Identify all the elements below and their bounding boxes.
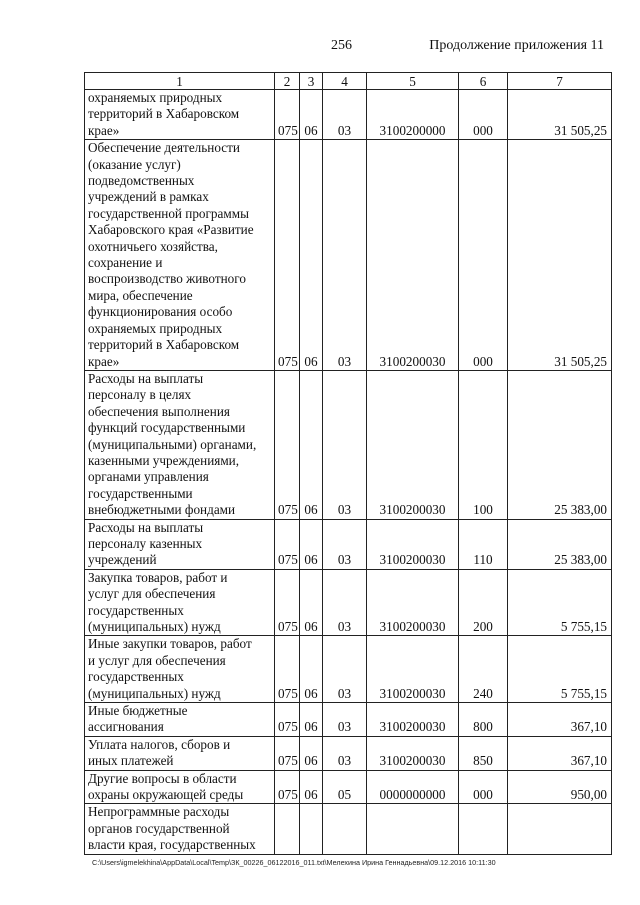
- expense-item-name: [85, 636, 275, 703]
- amount: 5 755,15: [508, 569, 612, 636]
- table-row: [85, 90, 612, 140]
- amount: 25 383,00: [508, 519, 612, 569]
- expense-item-name-line: территорий в Хабаровском: [88, 106, 240, 122]
- page-number: 256: [331, 38, 352, 53]
- ministry-code: [275, 804, 300, 854]
- subsection-code: 03: [323, 90, 367, 140]
- subsection-code: 03: [323, 736, 367, 770]
- expense-item-name-line: ассигнования: [88, 719, 164, 735]
- target-article-code: 3100200030: [367, 519, 459, 569]
- expense-type-code: 110: [459, 519, 508, 569]
- ministry-code: 075: [275, 736, 300, 770]
- expense-item-name-line: крае»: [88, 353, 120, 369]
- expense-item-name-line: мира, обеспечение: [88, 287, 193, 303]
- section-code: [300, 804, 323, 854]
- ministry-code: 075: [275, 140, 300, 371]
- expense-type-code: 850: [459, 736, 508, 770]
- expense-item-name-line: функций государственными: [88, 420, 246, 436]
- expense-item-name-line: сохранение и: [88, 255, 163, 271]
- ministry-code: 075: [275, 370, 300, 519]
- column-header-2: 2: [275, 73, 300, 90]
- expense-item-name-line: Другие вопросы в области: [88, 770, 237, 786]
- expense-item-name-line: обеспечения выполнения: [88, 403, 230, 419]
- file-path-footer: C:\Users\igmelekhina\AppData\Local\Temp\ЗК_00226_06122016_011.txt\Мелехина Ирина Геннадьевна\09.12.2016 10:11:30: [92, 858, 496, 867]
- expense-item-name-line: услуг для обеспечения: [88, 586, 216, 602]
- table-row: [85, 636, 612, 703]
- section-code: 06: [300, 370, 323, 519]
- expense-item-name: [85, 804, 275, 854]
- column-header-4: 4: [323, 73, 367, 90]
- target-article-code: 3100200030: [367, 736, 459, 770]
- section-code: 06: [300, 636, 323, 703]
- expense-item-name-line: (муниципальными) органами,: [88, 436, 257, 452]
- subsection-code: 05: [323, 770, 367, 804]
- target-article-code: [367, 804, 459, 854]
- expense-item-name-line: охотничьего хозяйства,: [88, 238, 218, 254]
- table-row: [85, 370, 612, 519]
- expense-item-name-line: Расходы на выплаты: [88, 370, 204, 386]
- column-header-3: 3: [300, 73, 323, 90]
- expense-item-name: [85, 569, 275, 636]
- expense-item-name: [85, 140, 275, 371]
- section-code: 06: [300, 569, 323, 636]
- expense-type-code: 000: [459, 90, 508, 140]
- table-row: [85, 736, 612, 770]
- expense-item-name-line: (оказание услуг): [88, 156, 181, 172]
- subsection-code: 03: [323, 140, 367, 371]
- expense-item-name-line: внебюджетными фондами: [88, 502, 236, 518]
- expense-item-name-line: учреждений в рамках: [88, 189, 209, 205]
- expense-item-name-line: персоналу казенных: [88, 535, 203, 551]
- target-article-code: 3100200000: [367, 90, 459, 140]
- expense-item-name-line: функционирования особо: [88, 304, 233, 320]
- expense-item-name: [85, 770, 275, 804]
- table-row: [85, 519, 612, 569]
- expense-item-name-line: иных платежей: [88, 753, 174, 769]
- ministry-code: 075: [275, 519, 300, 569]
- amount: 25 383,00: [508, 370, 612, 519]
- expense-item-name-line: охраняемых природных: [88, 320, 223, 336]
- target-article-code: 3100200030: [367, 140, 459, 371]
- expense-item-name-line: Закупка товаров, работ и: [88, 569, 228, 585]
- expense-item-name-line: (муниципальных) нужд: [88, 619, 221, 634]
- expense-item-name-line: крае»: [88, 122, 120, 138]
- expense-item-name-line: Иные бюджетные: [88, 703, 188, 719]
- expense-item-name-line: охраняемых природных: [88, 90, 223, 105]
- expense-item-name: [85, 703, 275, 737]
- expense-type-code: 800: [459, 703, 508, 737]
- expense-item-name-line: Непрограммные расходы: [88, 804, 230, 820]
- section-code: 06: [300, 770, 323, 804]
- expense-item-name-line: территорий в Хабаровском: [88, 337, 240, 353]
- target-article-code: 3100200030: [367, 370, 459, 519]
- expense-item-name-line: Хабаровского края «Развитие: [88, 222, 254, 238]
- expense-item-name: [85, 736, 275, 770]
- amount: [508, 804, 612, 854]
- expense-item-name-line: государственной программы: [88, 205, 249, 221]
- expense-item-name-line: (муниципальных) нужд: [88, 685, 221, 701]
- subsection-code: 03: [323, 519, 367, 569]
- amount: 5 755,15: [508, 636, 612, 703]
- amount: 950,00: [508, 770, 612, 804]
- expense-item-name-line: органов государственной: [88, 820, 230, 836]
- target-article-code: 0000000000: [367, 770, 459, 804]
- column-number-row: [85, 73, 612, 90]
- column-header-6: 6: [459, 73, 508, 90]
- expense-type-code: 240: [459, 636, 508, 703]
- table-row: [85, 703, 612, 737]
- appendix-continuation-label: Продолжение приложения 11: [429, 38, 604, 53]
- section-code: 06: [300, 140, 323, 371]
- expense-item-name-line: подведомственных: [88, 173, 195, 189]
- expense-item-name: [85, 519, 275, 569]
- table-row: [85, 140, 612, 371]
- expense-item-name-line: власти края, государственных: [88, 837, 256, 853]
- section-code: 06: [300, 519, 323, 569]
- target-article-code: 3100200030: [367, 703, 459, 737]
- column-header-1: 1: [85, 73, 275, 90]
- table-row: [85, 804, 612, 854]
- column-header-5: 5: [367, 73, 459, 90]
- section-code: 06: [300, 736, 323, 770]
- ministry-code: 075: [275, 90, 300, 140]
- expense-type-code: 200: [459, 569, 508, 636]
- target-article-code: 3100200030: [367, 636, 459, 703]
- expense-item-name-line: органами управления: [88, 469, 209, 485]
- table-row: [85, 770, 612, 804]
- expense-item-name-line: казенными учреждениями,: [88, 452, 240, 468]
- expense-type-code: 000: [459, 770, 508, 804]
- amount: 31 505,25: [508, 140, 612, 371]
- ministry-code: 075: [275, 569, 300, 636]
- expense-type-code: 000: [459, 140, 508, 371]
- expense-item-name-line: Уплата налогов, сборов и: [88, 736, 231, 752]
- expense-item-name-line: воспроизводство животного: [88, 271, 246, 287]
- expense-type-code: [459, 804, 508, 854]
- ministry-code: 075: [275, 703, 300, 737]
- amount: 31 505,25: [508, 90, 612, 140]
- expense-item-name-line: государственных: [88, 602, 184, 618]
- expense-item-name-line: государственными: [88, 485, 193, 501]
- expense-item-name-line: Расходы на выплаты: [88, 519, 204, 535]
- subsection-code: 03: [323, 370, 367, 519]
- expense-item-name-line: Обеспечение деятельности: [88, 140, 240, 156]
- amount: 367,10: [508, 736, 612, 770]
- expense-item-name-line: государственных: [88, 669, 184, 685]
- expense-item-name: [85, 90, 275, 140]
- amount: 367,10: [508, 703, 612, 737]
- expense-item-name-line: персоналу в целях: [88, 387, 192, 403]
- budget-table: [84, 72, 612, 855]
- subsection-code: 03: [323, 636, 367, 703]
- expense-item-name-line: охраны окружающей среды: [88, 787, 244, 803]
- subsection-code: 03: [323, 569, 367, 636]
- subsection-code: 03: [323, 703, 367, 737]
- column-header-7: 7: [508, 73, 612, 90]
- table-row: [85, 569, 612, 636]
- target-article-code: 3100200030: [367, 569, 459, 636]
- expense-item-name-line: учреждений: [88, 552, 157, 568]
- section-code: 06: [300, 703, 323, 737]
- subsection-code: [323, 804, 367, 854]
- expense-type-code: 100: [459, 370, 508, 519]
- section-code: 06: [300, 90, 323, 140]
- ministry-code: 075: [275, 770, 300, 804]
- expense-item-name: [85, 370, 275, 519]
- expense-item-name-line: Иные закупки товаров, работ: [88, 636, 252, 652]
- expense-item-name-line: и услуг для обеспечения: [88, 652, 226, 668]
- ministry-code: 075: [275, 636, 300, 703]
